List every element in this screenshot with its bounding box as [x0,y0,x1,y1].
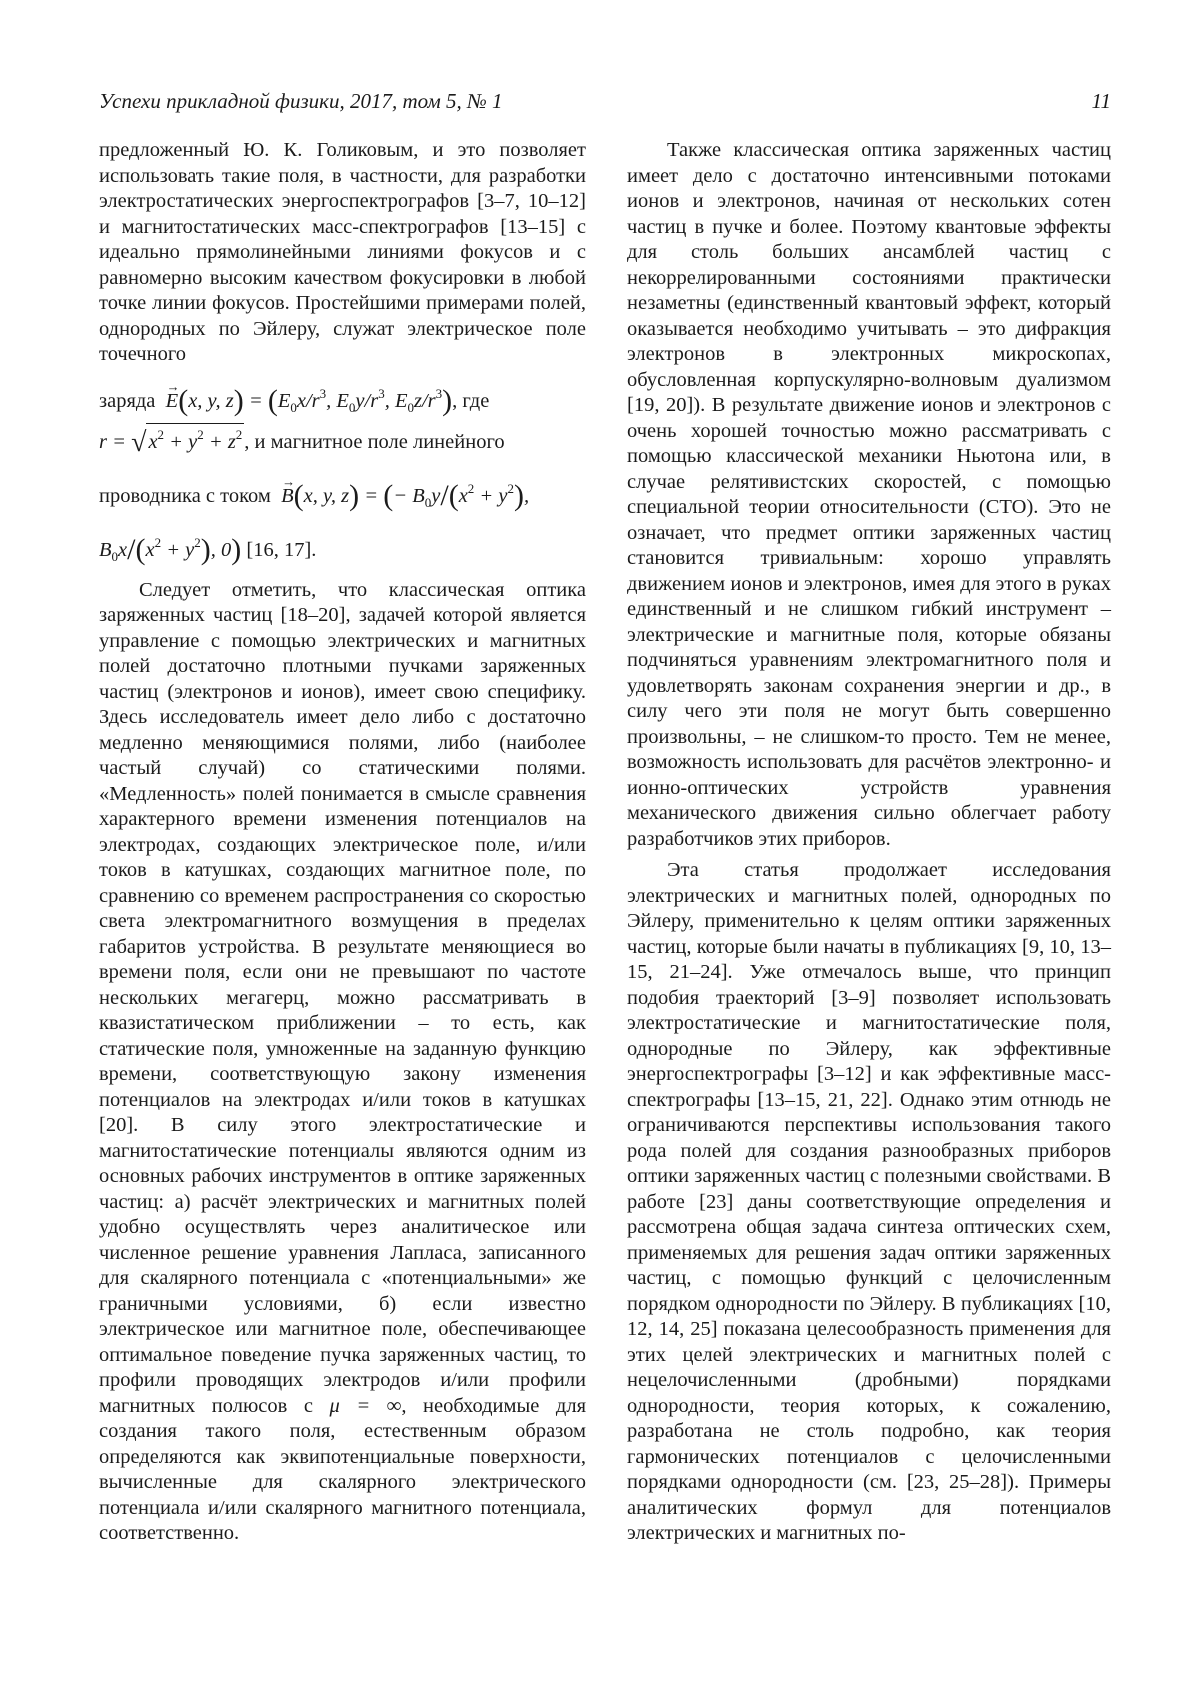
right-column [627,138,1111,1547]
formula-radius: $r = √x^2 + y^2 + z^2$ [99,431,244,453]
eq3-lead-text: проводника с током [99,484,271,507]
formula-b-field-tail: $B_0x/(x^2 + y^2)$, 0) [99,532,242,566]
right-paragraph-2: Эта статья продолжает исследования электрических и магнитных полей, однородных по Эйлеру, применительно к целям оптики заряженных частиц, которые были начаты в публикациях [9, 10, 13–15, 21–24]. Уже отмечалось выше, что принцип подобия траекторий [3–9] позволяет использовать электростатические и магнитостатические поля, однородные по Эйлеру, как эффективные энергоспектрографы [3–12] и как эффективные масс-спектрографы [13–15, 21, 22]. Однако этим отнюдь не ограничиваются перспективы использования такого рода полей для создания разнообразных приборов оптики заряженных частиц с полезными свойствами. В работе [23] даны соответствующие определения и рассмотрена общая задача синтеза оптических схем, применяемых для решения задач оптики заряженных частиц, с помощью функций с целочисленным порядком однородности по Эйлеру. В публикациях [10, 12, 14, 25] показана целесообразность применения для этих целей электрических и магнитных полей с нецелочисленными (дробными) порядками однородности, теория которых, к сожалению, разработана не столь подробно, как теория гармонических потенциалов с целочисленными порядками однородности (см. [23, 25–28]). Примеры аналитических формул для потенциалов электрических и магнитных по- [627,859,1111,1544]
left-paragraph-1: предложенный Ю. К. Голиковым, и это позволяет использовать такие поля, в частности, для разработки электростатических энергоспектрографов [3–7, 10–12] и магнитостатических масс-спектрографов [13–15] с идеально прямолинейными линиями фокусов и с равномерно высоким качеством фокусировки в любой точке линии фокусов. Простейшими примерами полей, однородных по Эйлеру, служат электрическое поле точечного [99,139,586,365]
eq4-citation: [16, 17]. [246,538,317,561]
page-number: 11 [1091,89,1111,113]
running-header [99,89,1111,117]
left-column [99,138,586,1547]
left-paragraph-2-text: Следует отметить, что классическая оптика заряженных частиц [18–20], задачей которой является управление с помощью электрических и магнитных полей достаточно плотными пучками заряженных частиц (электронов и ионов), имеет свою специфику. Здесь исследователь имеет дело либо с достаточно медленно меняющимися полями, либо (наиболее частый случай) со статическими полями. «Медленность» полей понимается в смысле сравнения характерного времени изменения потенциалов на электродах, создающих электрическое поле, и/или токов в катушках, создающих магнитное поле, по сравнению со временем распространения со скоростью света электромагнитного возмущения в пределах габаритов устройства. В результате меняющиеся во времени поля, если они не превышают по частоте нескольких мегагерц, можно рассматривать в квазистатическом приближении – то есть, как статические поля, умноженные на заданную функцию времени, соответствующую закону изменения потенциалов на электродах и/или токов в катушках [20]. В силу этого электростатические и магнитостатические потенциалы являются одним из основных рабочих инструментов в оптике заряженных частиц: а) расчёт электрических и магнитных полей удобно осуществлять через аналитическое или численное решение уравнения Лапласа, записанного для скалярного потенциала с «потенциальными» же граничными условиями, б) если известно электрическое или магнитное поле, обеспечивающее оптимальное поведение пучка заряженных частиц, то профили проводящих электродов и/или профили магнитных полюсов с [99,578,586,1417]
left-paragraph-2-tail: , необходимые для создания такого поля, естественным образом определяются как эквипотенциальные поверхности, вычисленные для скалярного электрического потенциала и/или скалярного магнитного потенциала, соответственно. [99,1394,586,1544]
right-paragraph-1: Также классическая оптика заряженных частиц имеет дело с достаточно интенсивными потоками ионов и электронов, начиная от нескольких сотен частиц в пучке и более. Поэтому квантовые эффекты для столь больших ансамблей частиц с некоррелированными состояниями практически незаметны (единственный квантовый эффект, который оказывается необходимо учитывать – это дифракция электронов в электронных микроскопах, обусловленная корпускулярно-волновым дуализмом [19, 20]). В результате движение ионов и электронов с очень хорошей точностью можно рассматривать с помощью классической механики Ньютона или, в случае релятивистских скоростей, с помощью специальной теории относительности (СТО). Это не означает, что предмет оптики заряженных частиц становится тривиальным: хорошо управлять движением ионов и электронов, имея для этого в руках единственный и не слишком гибкий инструмент – электрические и магнитные поля, которые обязаны подчиняться уравнениям электромагнитного поля и удовлетворять законам сохранения энергии и др., в силу чего эти поля не могут быть совершенно произвольны, – не слишком-то просто. Тем не менее, возможность использовать для расчётов электронно- и ионно-оптических устройств уравнения механического движения сильно облегчает работу разработчиков этих приборов. [627,139,1111,850]
equation-wire-field-continued [99,514,586,572]
formula-b-field: → B(x, y, z) = (− $B_0y/(x^2 + y^2)$, [276,485,529,507]
equation-point-charge-field [99,368,586,420]
mu-infinity-formula: μ = ∞ [329,1394,402,1417]
equation-wire-field [99,464,586,514]
formula-e-field: → E(x, y, $z) = (E_0x/r^3$, $E_0y/r^3$, $E_0z/r^3$) [161,390,453,412]
eq1-trail-text: , где [452,389,490,412]
left-paragraph-2 [99,578,586,1547]
eq1-lead-text: заряда [99,389,156,412]
journal-citation: Успехи прикладной физики, 2017, том 5, № 1 [99,89,503,113]
eq2-trail-text: , и магнитное поле линейного [244,430,505,453]
